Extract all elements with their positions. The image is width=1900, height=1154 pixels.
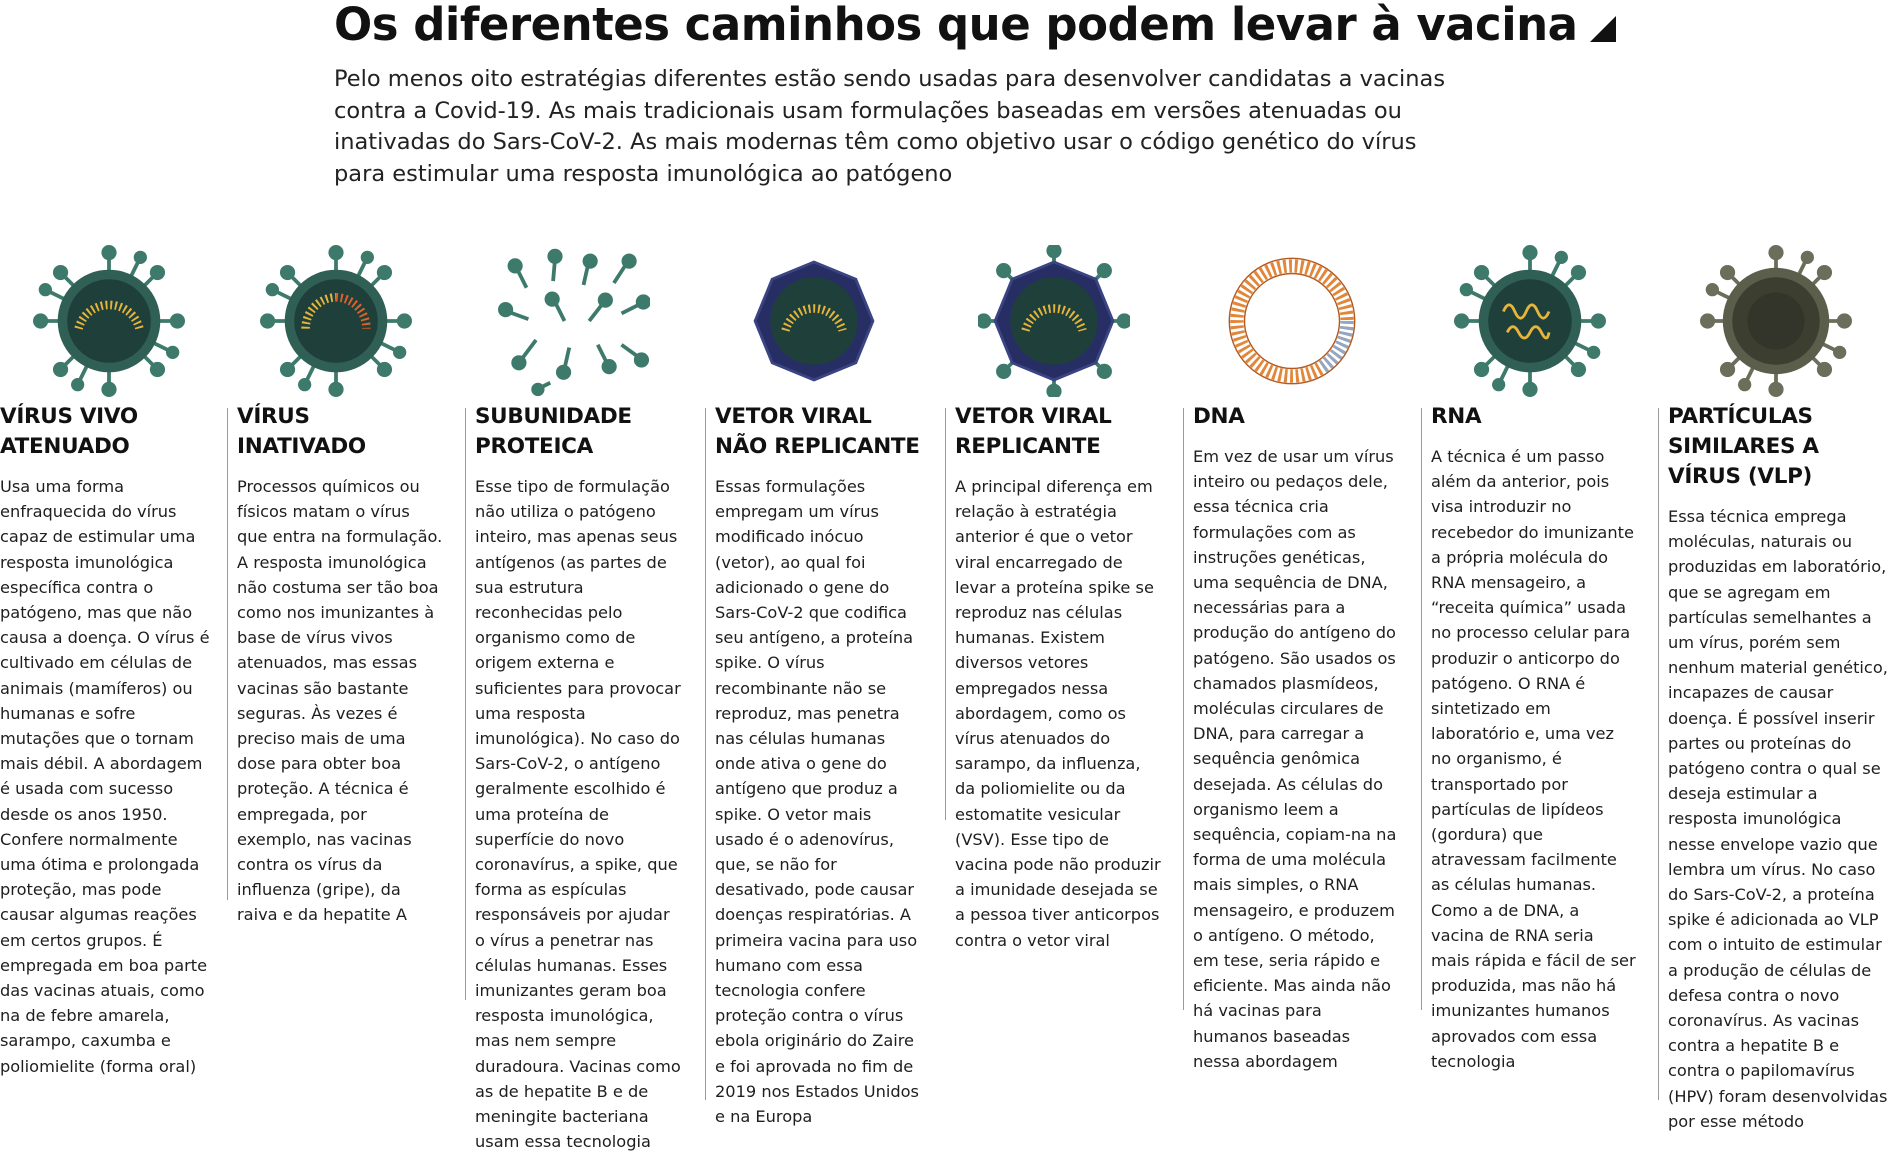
- strategy-description: A principal diferença em relação à estratégia anterior é que o vetor viral encarregado de levar a proteína spike se reproduz nas células humanas. Existem diversos vetores empregados nessa abordagem, como os vírus atenuados do sarampo, da influenza, da poliomielite ou da estomatite vesicular (VSV). Esse tipo de vacina pode não produzir a imunidade desejada se a pessoa tiver anticorpos contra o vetor viral: [955, 477, 1161, 950]
- strategy-heading: PARTÍCULAS SIMILARES A VÍRUS (VLP): [1668, 404, 1819, 489]
- column-divider: [227, 408, 228, 900]
- live-attenuated-virus-icon: [0, 240, 218, 402]
- vector-illustration: [738, 245, 890, 397]
- strategy-description: Essa técnica emprega moléculas, naturais ou produzidas em laboratório, que se agregam em partículas semelhantes a um vírus, porém sem nenhum material genético, incapazes de causar doença. É possível inserir partes ou proteínas do patógeno contra o qual se deseja estimular a resposta imunológica nesse envelope vazio que lembra um vírus. No caso do Sars-CoV-2, a proteína spike é adicionada ao VLP com o intuito de estimular a produção de células de defesa contra o novo coronavírus. As vacinas contra a hepatite B e contra o papilomavírus (HPV) foram desenvolvidas por esse método: [1668, 507, 1888, 1131]
- non-replicating-vector-icon: [705, 240, 923, 402]
- column-divider: [1183, 408, 1184, 1010]
- vector-illustration: [978, 245, 1130, 397]
- inactivated-virus-icon: [227, 240, 445, 402]
- strategy-replicating-vector: [945, 240, 1163, 953]
- protein-subunit-icon: [465, 240, 683, 402]
- strategy-dna: [1183, 240, 1401, 1074]
- page-title: [334, 0, 1578, 51]
- protein-fragments-illustration: [498, 245, 650, 397]
- dna-plasmid-icon: [1183, 240, 1401, 402]
- strategy-description: Esse tipo de formulação não utiliza o patógeno inteiro, mas apenas seus antígenos (as partes de sua estrutura reconhecidas pelo organismo como de origem externa e suficientes para provocar uma resposta imunológica). No caso do Sars-CoV-2, o antígeno geralmente escolhido é uma proteína de superfície do novo coronavírus, a spike, que forma as espículas responsáveis por ajudar o vírus a penetrar nas células humanas. Esses imunizantes geram boa resposta imunológica, mas nem sempre duradoura. Vacinas como as de hepatite B e de meningite bacteriana usam essa tecnologia: [475, 477, 681, 1152]
- strategy-live-attenuated: [0, 240, 218, 1079]
- strategy-protein-subunit: [465, 240, 683, 1154]
- strategy-description: A técnica é um passo além da anterior, pois visa introduzir no recebedor do imunizante a própria molécula do RNA mensageiro, a “receita química” usada no processo celular para produzir o anticorpo do patógeno. O RNA é sintetizado em laboratório e, uma vez no organismo, é transportado por partículas de lipídeos (gordura) que atravessam facilmente as células humanas. Como a de DNA, a vacina de RNA seria mais rápida e fácil de ser produzida, mas não há imunizantes humanos aprovados com essa tecnologia: [1431, 447, 1636, 1071]
- triangle-marker-icon: [1590, 16, 1616, 42]
- page-title-text: Os diferentes caminhos que podem levar à vacina: [334, 0, 1578, 51]
- strategy-heading: SUBUNIDADE PROTEICA: [475, 404, 632, 459]
- rna-particle-illustration: [1454, 245, 1606, 397]
- column-divider: [945, 408, 946, 820]
- strategy-description: Usa uma forma enfraquecida do vírus capaz de estimular uma resposta imunológica específica contra o patógeno, mas que não causa a doença. O vírus é cultivado em células de animais (mamíferos) ou humanas e sofre mutações que o tornam mais débil. A abordagem é usada com sucesso desde os anos 1950. Confere normalmente uma ótima e prolongada proteção, mas pode causar algumas reações em certos grupos. É empregada em boa parte das vacinas atuais, como na de febre amarela, sarampo, caxumba e poliomielite (forma oral): [0, 477, 210, 1076]
- strategy-description: Essas formulações empregam um vírus modificado inócuo (vetor), ao qual foi adicionado o gene do Sars-CoV-2 que codifica seu antígeno, a proteína spike. O vírus recombinante não se reproduz, mas penetra nas células humanas onde ativa o gene do antígeno que produz a spike. O vetor mais usado é o adenovírus, que, se não for desativado, pode causar doenças respiratórias. A primeira vacina para uso humano com essa tecnologia confere proteção contra o vírus ebola originário do Zaire e foi aprovada no fim de 2019 nos Estados Unidos e na Europa: [715, 477, 919, 1127]
- column-divider: [705, 408, 706, 1100]
- column-divider: [1658, 408, 1659, 1100]
- strategy-inactivated: [227, 240, 445, 928]
- strategy-heading: VETOR VIRAL NÃO REPLICANTE: [715, 404, 920, 459]
- strategy-non-replicating-vector: [705, 240, 923, 1129]
- virus-illustration: [260, 245, 412, 397]
- column-divider: [1421, 408, 1422, 1010]
- strategy-rna: [1421, 240, 1639, 1074]
- replicating-vector-icon: [945, 240, 1163, 402]
- strategy-description: Em vez de usar um vírus inteiro ou pedaços dele, essa técnica cria formulações com as instruções genéticas, uma sequência de DNA, necessárias para a produção do antígeno do patógeno. São usados os chamados plasmídeos, moléculas circulares de DNA, para carregar a sequência genômica desejada. As células do organismo leem a sequência, copiam-na na forma de uma molécula mais simples, o RNA mensageiro, e produzem o antígeno. O método, em tese, seria rápido e eficiente. Mas ainda não há vacinas para humanos baseadas nessa abordagem: [1193, 447, 1397, 1071]
- strategy-heading: VETOR VIRAL REPLICANTE: [955, 404, 1112, 459]
- vlp-illustration: [1700, 245, 1852, 397]
- virus-illustration: [33, 245, 185, 397]
- strategy-heading: DNA: [1193, 404, 1245, 429]
- strategy-description: Processos químicos ou físicos matam o vírus que entra na formulação. A resposta imunológica não costuma ser tão boa como nos imunizantes à base de vírus vivos atenuados, mas essas vacinas são bastante seguras. Às vezes é preciso mais de uma dose para obter boa proteção. A técnica é empregada, por exemplo, nas vacinas contra os vírus da influenza (gripe), da raiva e da hepatite A: [237, 477, 443, 925]
- column-divider: [465, 408, 466, 1000]
- header: [334, 0, 1578, 190]
- plasmid-illustration: [1216, 245, 1368, 397]
- strategy-vlp: [1658, 240, 1894, 1134]
- rna-icon: [1421, 240, 1639, 402]
- strategy-heading: VÍRUS INATIVADO: [237, 404, 366, 459]
- strategy-heading: VÍRUS VIVO ATENUADO: [0, 404, 138, 459]
- strategy-heading: RNA: [1431, 404, 1482, 429]
- virus-like-particle-icon: [1658, 240, 1894, 402]
- strategy-columns: [0, 240, 1900, 1152]
- intro-paragraph: Pelo menos oito estratégias diferentes estão sendo usadas para desenvolver candidatas a vacinas contra a Covid-19. As mais tradicionais usam formulações baseadas em versões atenuadas ou inativadas do Sars-CoV-2. As mais modernas têm como objetivo usar o código genético do vírus para estimular uma resposta imunológica ao patógeno: [334, 66, 1446, 187]
